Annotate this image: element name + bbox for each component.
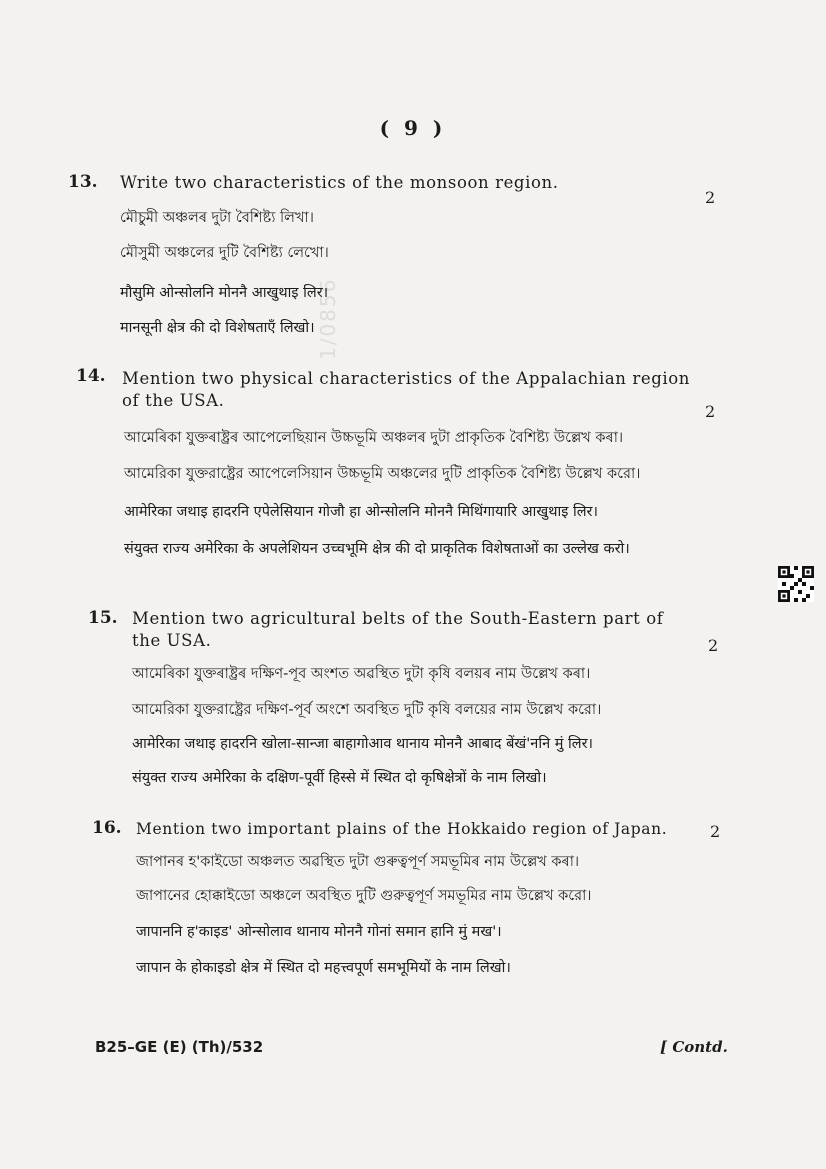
question-line-hindi: मानसूनी क्षेत्र की दो विशेषताएँ लिखो।: [120, 320, 315, 336]
question-number: 13.: [68, 172, 98, 192]
question-number: 14.: [76, 366, 106, 386]
question-line-bodo: जापाननि ह'काइड' ओन्सोलाव थानाय मोननै गोनां समान हानि मुं मख'।: [136, 924, 502, 940]
question-line-assamese: মৌচুমী অঞ্চলৰ দুটা বৈশিষ্ট্য লিখা।: [120, 210, 314, 226]
question-line-bengali: আমেরিকা যুক্তরাষ্ট্রের আপেলেসিয়ান উচ্চভূমি অঞ্চলের দুটি প্রাকৃতিক বৈশিষ্ট্য উল্লেখ করো।: [124, 466, 641, 482]
question-line-assamese: আমেৰিকা যুক্তৰাষ্ট্ৰৰ দক্ষিণ-পূব অংশত অৱস্থিত দুটা কৃষি বলয়ৰ নাম উল্লেখ কৰা।: [132, 666, 591, 682]
paper-code: B25–GE (E) (Th)/532: [95, 1038, 264, 1056]
question-english: Mention two physical characteristics of the Appalachian region of the USA.: [122, 369, 690, 410]
question-line-bengali: আমেরিকা যুক্তরাষ্ট্রের দক্ষিণ-পূর্ব অংশে অবস্থিত দুটি কৃষি বলয়ের নাম উল্লেখ করো।: [132, 702, 602, 718]
page-number: ( 9 ): [379, 116, 447, 140]
question-line-assamese: আমেৰিকা যুক্তৰাষ্ট্ৰৰ আপেলেছিয়ান উচ্চভূমি অঞ্চলৰ দুটা প্ৰাকৃতিক বৈশিষ্ট্য উল্লেখ কৰা।: [124, 430, 624, 446]
watermark: 1/0856: [316, 277, 340, 360]
question-line-hindi: संयुक्त राज्य अमेरिका के अपलेशियन उच्चभूमि क्षेत्र की दो प्राकृतिक विशेषताओं का उल्लेख करो।: [124, 541, 630, 557]
question-marks: 2: [710, 822, 721, 841]
question-line-bodo: आमेरिका जथाइ हादरनि खोला-सान्जा बाहागोआव थानाय मोननै आबाद बेंखं'ननि मुं लिर।: [132, 736, 594, 752]
question-number: 16.: [92, 818, 122, 838]
question-line-bengali: মৌসুমী অঞ্চলের দুটি বৈশিষ্ট্য লেখো।: [120, 245, 329, 261]
continued-label: [ Contd.: [660, 1038, 728, 1056]
qr-code-icon: [778, 566, 814, 602]
question-line-bodo: आमेरिका जथाइ हादरनि एपेलेसियान गोजौ हा ओन्सोलनि मोननै मिथिंगायारि आखुथाइ लिर।: [124, 504, 598, 520]
question-marks: 2: [705, 402, 716, 421]
question-line-hindi: संयुक्त राज्य अमेरिका के दक्षिण-पूर्वी हिस्से में स्थित दो कृषिक्षेत्रों के नाम लिखो।: [132, 770, 547, 786]
question-english: Write two characteristics of the monsoon region.: [120, 173, 559, 192]
question-english: Mention two agricultural belts of the South-Eastern part of the USA.: [132, 609, 664, 650]
question-line-bengali: জাপানের হোক্কাইডো অঞ্চলে অবস্থিত দুটি গুরুত্বপূর্ণ সমভূমির নাম উল্লেখ করো।: [136, 888, 592, 904]
question-english: Mention two important plains of the Hokkaido region of Japan.: [136, 820, 668, 838]
question-marks: 2: [708, 636, 719, 655]
question-marks: 2: [705, 188, 716, 207]
question-number: 15.: [88, 608, 118, 628]
question-line-bodo: मौसुमि ओन्सोलनि मोननै आखुथाइ लिर।: [120, 285, 329, 301]
question-line-hindi: जापान के होकाइडो क्षेत्र में स्थित दो महत्त्वपूर्ण समभूमियों के नाम लिखो।: [136, 960, 511, 976]
question-line-assamese: জাপানৰ হ'কাইডো অঞ্চলত অৱস্থিত দুটা গুৰুত্বপূৰ্ণ সমভূমিৰ নাম উল্লেখ কৰা।: [136, 854, 580, 870]
